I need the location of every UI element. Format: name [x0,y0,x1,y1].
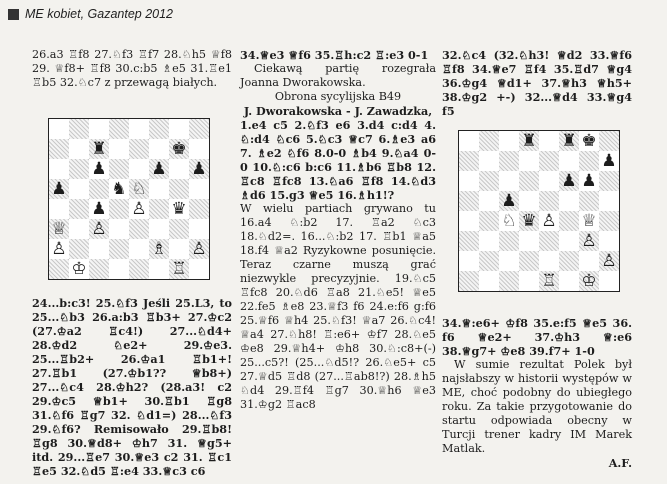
board-square [69,159,89,179]
board-square [189,119,209,139]
board-square [129,179,149,199]
board-square [49,239,69,259]
board-square [109,179,129,199]
board-square [459,131,479,151]
board-square [129,159,149,179]
board-square [169,199,189,219]
col3-top-text: 32.♘c4 (32.♘h3! ♕d2 33.♕f6 ♖f8 34.♕e7 ♖f4 35.♖d7 ♕g4 36.♔g4 ♕d1+ 37.♕h3 ♕h5+ 38.♔g2 +-) 32...♕d4 33.♕g4 f5 [442,48,632,118]
board-square [499,131,519,151]
board-square [559,191,579,211]
col3-summary: W sumie rezultat Polek był najsłabszy w historii występów w ME, choć podobny do ubiegłego roku. Za takie przygotowanie do startu odpowiada obecny w Turcji trener kadry IM Marek Matlak. [442,358,632,455]
board-square [89,239,109,259]
board-square [109,119,129,139]
board-square [109,239,129,259]
board-square [169,239,189,259]
board-square [169,179,189,199]
board-square [129,139,149,159]
board-square [579,271,599,291]
chess-piece-icon: ♟ [601,150,617,171]
chess-piece-icon: ♟ [51,178,67,199]
chess-piece-icon: ♛ [171,198,187,219]
board-square [519,251,539,271]
board-square [459,191,479,211]
column-3 [442,48,632,118]
chess-piece-icon: ♘ [501,210,517,231]
chess-piece-icon: ♙ [131,198,147,219]
board-square [169,259,189,279]
board-square [479,191,499,211]
board-square [129,199,149,219]
board-square [49,139,69,159]
board-square [519,151,539,171]
chess-piece-icon: ♙ [51,238,67,259]
board-square [599,211,619,231]
players-line: J. Dworakowska - J. Zawadzka, [243,104,433,118]
board-square [479,271,499,291]
column-3-lower [442,316,632,470]
board-square [519,231,539,251]
board-square [129,219,149,239]
chess-piece-icon: ♔ [71,258,87,279]
board-square [49,259,69,279]
board-square [599,171,619,191]
board-square [69,139,89,159]
board-square [129,259,149,279]
board-square [579,211,599,231]
board-square [149,139,169,159]
board-square [49,119,69,139]
board-square [559,151,579,171]
board-square [49,199,69,219]
board-square [109,219,129,239]
header-square-icon [8,9,19,20]
board-square [49,159,69,179]
board-square [559,211,579,231]
chess-piece-icon: ♙ [581,230,597,251]
board-square [459,271,479,291]
board-square [69,259,89,279]
board-square [189,259,209,279]
chess-piece-icon: ♘ [131,178,147,199]
board-square [599,271,619,291]
chess-piece-icon: ♖ [541,270,557,291]
board-square [499,231,519,251]
board-square [539,251,559,271]
chess-piece-icon: ♙ [541,210,557,231]
board-square [189,199,209,219]
board-square [519,171,539,191]
board-square [599,151,619,171]
board-square [539,211,559,231]
board-square [559,131,579,151]
board-square [49,219,69,239]
chess-piece-icon: ♟ [91,198,107,219]
board-square [109,159,129,179]
chess-diagram-1 [48,118,210,280]
opening-name: Obrona sycylijska B49 [274,90,402,103]
board-square [479,131,499,151]
chess-piece-icon: ♕ [581,210,597,231]
chess-piece-icon: ♙ [191,238,207,259]
chess-diagram-2 [458,130,620,292]
board-square [459,231,479,251]
author-signature: A.F. [608,456,632,470]
col1-top-text: 26.a3 ♖f8 27.♘f3 ♖f7 28.♘h5 ♕f8 29. ♕f8+ ♖f8 30.c:b5 ♗e5 31.♖e1 ♖b5 32.♘c7 z przewagą białych. [32,48,232,89]
col3-after-text: 34.♕:e6+ ♔f8 35.e:f5 ♕e5 36. f6 ♕e2+ 37.♔h3 ♕:e6 38.♕g7+ ♔e8 39.f7+ 1-0 [442,316,632,358]
chess-piece-icon: ♙ [91,218,107,239]
game-moves-continued: W wielu partiach grywano tu 16.a4 ♘:b2 17. ♖a2 ♘c3 18.♘d2=. 16...♘:b2 17. ♖b1 ♕a5 18.f4 ♕a2 Ryzykowne posunięcie. Teraz czarne muszą grać niezwykle precyzyjnie. 19.♘c5 ♖fc8 20.♘d6 ♖a8 21.♘e5! ♕e5 22.fe5 ♗e8 23.♕f3 f6 24.e:f6 g:f6 25.♕f6 ♕h4 25.♘f3! ♕a7 26.♘c4! ♕a4 27.♘h8! ♖:e6+ ♔f7 28.♘e5 ♔e8 29.♕h4+ ♔h8 30.♘:c8+(-) 25...c5?! (25...♘d5!? 26.♘e5+ c5 27.♕d5 ♖d8 (27...♖ab8!?) 28.♗h5 ♘d4 29.♖f4 ♖g7 30.♕h6 ♕e3 31.♔g2 ♖ac8 [240,202,436,411]
board-square [559,171,579,191]
chess-piece-icon: ♙ [601,250,617,271]
page-header [8,6,173,22]
board-square [89,199,109,219]
board-square [129,119,149,139]
chess-piece-icon: ♜ [561,130,577,151]
board-square [539,231,559,251]
board-square [539,191,559,211]
board-square [499,171,519,191]
board-square [129,239,149,259]
board-square [519,271,539,291]
board-square [149,219,169,239]
board-square [579,191,599,211]
chess-piece-icon: ♜ [91,138,107,159]
board-square [189,139,209,159]
board-square [539,151,559,171]
board-square [599,131,619,151]
board-square [189,179,209,199]
board-square [149,259,169,279]
board-square [599,191,619,211]
board-square [579,131,599,151]
board-square [459,211,479,231]
chess-piece-icon: ♚ [581,130,597,151]
column-1-lower [32,296,232,478]
board-square [519,211,539,231]
column-2 [240,48,436,412]
chess-piece-icon: ♜ [521,130,537,151]
board-square [69,239,89,259]
board-square [499,211,519,231]
chess-piece-icon: ♛ [521,210,537,231]
board-square [499,151,519,171]
chess-piece-icon: ♞ [111,178,127,199]
board-square [579,251,599,271]
board-square [149,239,169,259]
chess-piece-icon: ♚ [171,138,187,159]
board-square [169,219,189,239]
board-square [479,211,499,231]
board-square [109,259,129,279]
board-square [499,251,519,271]
board-square [559,231,579,251]
board-square [579,171,599,191]
chess-piece-icon: ♖ [171,258,187,279]
board-square [559,271,579,291]
chess-piece-icon: ♔ [581,270,597,291]
board-square [599,251,619,271]
board-square [169,139,189,159]
board-square [109,139,129,159]
chess-piece-icon: ♟ [501,190,517,211]
column-1 [32,48,232,90]
col2-intro: Ciekawą partię rozegrała Joanna Dworakowska. [240,62,436,89]
board-square [499,271,519,291]
chess-piece-icon: ♟ [581,170,597,191]
board-square [189,239,209,259]
board-square [579,151,599,171]
board-square [149,199,169,219]
board-square [149,179,169,199]
board-square [69,219,89,239]
board-square [89,219,109,239]
board-square [579,231,599,251]
board-square [149,119,169,139]
board-square [109,199,129,219]
chess-piece-icon: ♟ [191,158,207,179]
board-square [69,179,89,199]
board-square [459,151,479,171]
header-title: ME kobiet, Gazantep 2012 [25,7,174,21]
board-square [89,179,109,199]
col1-bottom-text: 24...b:c3! 25.♘f3 Jeśli 25.L3, to 25...♘b3 26.a:b3 ♖b3+ 27.♔c2 (27.♔a2 ♖c4!) 27...♘d4+ 28.♔d2 ♘e2+ 29.♔e3. 25...♖b2+ 26.♔a1 ♖b1+! 27.♖b1 (27.♔b1?? ♕b8+) 27...♘c4 28.♔h2? (28.a3! c2 29.♔c5 ♕b1+ 30.♖b1 ♖g8 31.♘f6 ♖g7 32. ♘d1=) 28...♘f3 29.♘f6? Remisowało 29.♖b8! ♖g8 30.♕d8+ ♔h7 31. ♕g5+ itd. 29...♖e7 30.♕e3 c2 31. ♖c1 ♖e5 32.♘d5 ♖:e4 33.♕c3 c6 [32,296,232,478]
board-square [459,251,479,271]
board-square [149,159,169,179]
col2-top-text: 34.♕e3 ♕f6 35.♖h:c2 ♖:e3 0-1 [240,48,429,62]
chess-piece-icon: ♟ [561,170,577,191]
board-square [519,131,539,151]
board-square [559,251,579,271]
board-square [479,171,499,191]
board-square [539,171,559,191]
board-square [189,219,209,239]
board-square [479,251,499,271]
board-square [69,119,89,139]
board-square [459,171,479,191]
board-square [169,159,189,179]
board-square [479,231,499,251]
board-square [169,119,189,139]
board-square [69,199,89,219]
board-square [519,191,539,211]
board-square [539,131,559,151]
game-moves: 1.e4 c5 2.♘f3 e6 3.d4 c:d4 4. ♘:d4 ♘c6 5.♘c3 ♕c7 6.♗e3 a6 7. ♗e2 ♘f6 8.0-0 ♗b4 9.♘a4 0-0 10.♘:c6 b:c6 11.♗b6 ♖b8 12. ♖c8 ♖fc8 13.♘a6 ♖f8 14.♘d3 ♗d6 15.g3 ♕e5 16.♗h1!? [240,118,436,202]
board-square [49,179,69,199]
board-square [479,151,499,171]
chess-piece-icon: ♗ [151,238,167,259]
board-square [89,259,109,279]
board-square [89,159,109,179]
board-square [539,271,559,291]
chess-piece-icon: ♕ [51,218,67,239]
chess-piece-icon: ♟ [151,158,167,179]
board-square [599,231,619,251]
board-square [189,159,209,179]
board-square [499,191,519,211]
board-square [89,139,109,159]
chess-piece-icon: ♟ [91,158,107,179]
board-square [89,119,109,139]
